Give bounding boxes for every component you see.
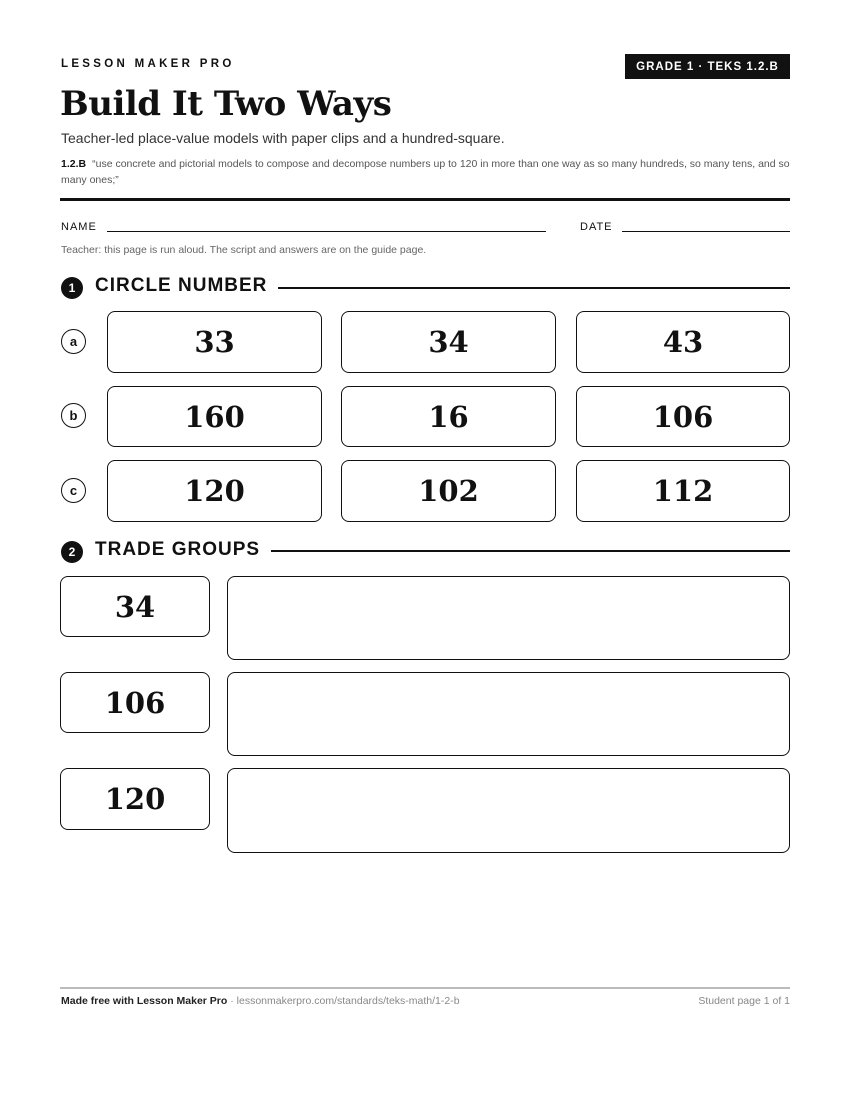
work-area[interactable] [227,576,790,660]
name-field[interactable] [107,231,546,232]
section-title-trade-groups: TRADE GROUPS [95,539,261,560]
section-number-badge: 2 [61,541,83,563]
section-number-badge: 1 [61,277,83,299]
choice-box[interactable]: 43 [576,311,790,373]
section-divider [278,287,790,289]
choice-box[interactable]: 102 [341,460,556,522]
choice-box[interactable]: 112 [576,460,790,522]
page-title: Build It Two Ways [60,84,392,124]
choice-box[interactable]: 33 [107,311,322,373]
standard-text: “use concrete and pictorial models to compose and decompose numbers up to 120 in more than one way as so many hundreds, so many tens, and so many ones;” [61,158,790,186]
header-divider [60,198,790,201]
choice-box[interactable]: 160 [107,386,322,447]
number-box: 120 [60,768,210,830]
number-box: 34 [60,576,210,637]
teacher-note: Teacher: this page is run aloud. The script and answers are on the guide page. [61,244,427,256]
standard-code: 1.2.B [61,158,87,170]
choice-box[interactable]: 106 [576,386,790,447]
date-field[interactable] [622,231,790,232]
number-box: 106 [60,672,210,733]
row-letter-c: c [61,478,86,503]
row-letter-a: a [61,329,86,354]
standard-description [61,156,791,188]
row-letter-b: b [61,403,86,428]
footer-credit [61,995,460,1007]
brand-name: LESSON MAKER PRO [61,58,235,70]
choice-box[interactable]: 16 [341,386,556,447]
work-area[interactable] [227,768,790,853]
footer-made-with: Made free with Lesson Maker Pro [61,995,228,1007]
date-label: DATE [580,221,613,233]
choice-box[interactable]: 34 [341,311,556,373]
name-label: NAME [61,221,97,233]
footer-page-number: Student page 1 of 1 [698,995,790,1007]
section-title-circle-number: CIRCLE NUMBER [95,275,268,296]
footer-url[interactable]: · lessonmakerpro.com/standards/teks-math/1-2-b [227,995,460,1007]
choice-box[interactable]: 120 [107,460,322,522]
footer-divider [60,987,790,989]
section-divider [271,550,790,552]
page-subtitle: Teacher-led place-value models with paper clips and a hundred-square. [61,130,505,146]
work-area[interactable] [227,672,790,756]
grade-badge: GRADE 1 · TEKS 1.2.B [625,54,790,79]
